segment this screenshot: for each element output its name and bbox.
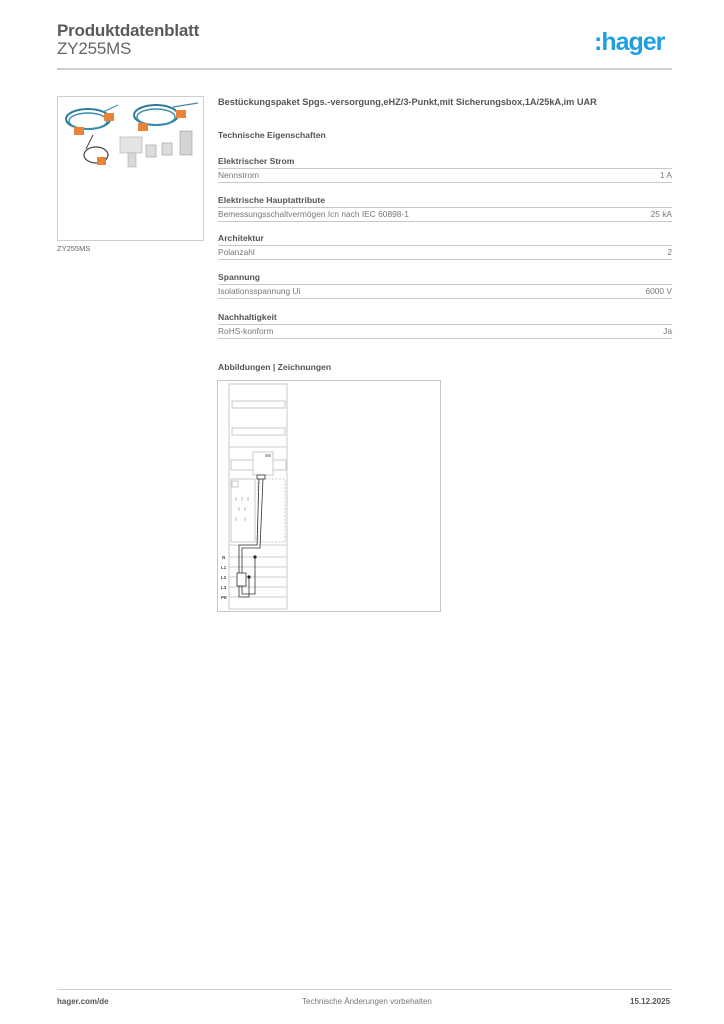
group-title: Spannung (218, 271, 672, 285)
label-l3: L3 (221, 585, 227, 590)
group-elektrische-hauptattribute (218, 194, 672, 222)
property-value: 1 A (659, 170, 672, 180)
property-row (218, 169, 672, 183)
footer-notice: Technische Änderungen vorbehalten (302, 997, 432, 1006)
product-code: ZY255MS (57, 39, 132, 58)
property-label: Isolationsspannung Ui (218, 286, 301, 296)
footer-website-link[interactable]: hager.com/de (57, 997, 109, 1006)
property-label: RoHS-konform (218, 326, 274, 336)
label-l1: L1 (221, 565, 227, 570)
group-title: Nachhaltigkeit (218, 311, 672, 325)
group-title: Elektrische Hauptattribute (218, 194, 672, 208)
product-description: Bestückungspaket Spgs.-versorgung,eHZ/3-Punkt,mit Sicherungsbox,1A/25kA,im UAR (218, 97, 597, 107)
group-title: Elektrischer Strom (218, 155, 672, 169)
property-label: Bemessungsschaltvermögen Icn nach IEC 60898-1 (218, 209, 409, 219)
header-divider (57, 68, 672, 70)
label-l2: L2 (221, 575, 227, 580)
property-label: Nennstrom (218, 170, 259, 180)
property-row (218, 208, 672, 222)
footer-divider (57, 989, 672, 990)
group-nachhaltigkeit (218, 311, 672, 339)
property-row (218, 246, 672, 260)
group-elektrischer-strom (218, 155, 672, 183)
label-pe: PE (221, 595, 228, 600)
hager-logo: :hager (594, 28, 665, 56)
property-row (218, 325, 672, 339)
property-value: 25 kA (650, 209, 672, 219)
page-title: Produktdatenblatt (57, 21, 200, 40)
circuit-diagram (218, 381, 440, 611)
property-row (218, 285, 672, 299)
wiring-drawing (217, 380, 441, 612)
technical-section-title: Technische Eigenschaften (218, 130, 326, 140)
property-label: Polanzahl (218, 247, 255, 257)
group-title: Architektur (218, 232, 672, 246)
footer-date: 15.12.2025 (630, 997, 671, 1006)
property-value: Ja (663, 326, 672, 336)
label-n: N (222, 555, 226, 560)
group-architektur (218, 232, 672, 260)
figures-section-title: Abbildungen | Zeichnungen (218, 362, 332, 372)
group-spannung (218, 271, 672, 299)
property-value: 6000 V (645, 286, 672, 296)
product-image-caption: ZY255MS (57, 244, 91, 253)
product-image (57, 96, 204, 241)
product-kit-illustration (58, 97, 203, 240)
property-value: 2 (667, 247, 672, 257)
